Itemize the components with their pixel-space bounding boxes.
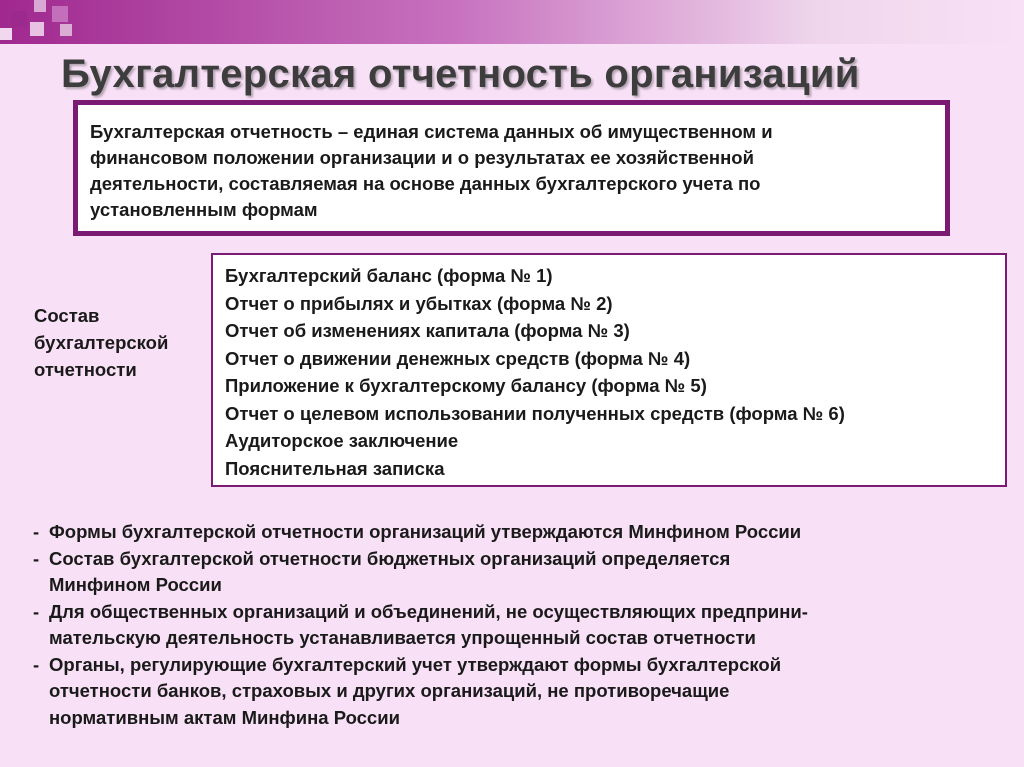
note-item xyxy=(33,652,1008,732)
definition-line: финансовом положении организации и о результатах ее хозяйственной xyxy=(90,147,754,168)
composition-item: Отчет о движении денежных средств (форма № 4) xyxy=(225,347,691,369)
definition-box xyxy=(73,100,950,236)
note-item xyxy=(33,599,1008,652)
composition-item: Бухгалтерский баланс (форма № 1) xyxy=(225,265,553,286)
decor-square-5 xyxy=(60,24,72,36)
definition-text xyxy=(78,105,945,231)
note-item xyxy=(33,546,1008,599)
notes-list xyxy=(33,519,1008,731)
note-item xyxy=(33,519,1008,546)
note-text-continuation: мательскую деятельность устанавливается упрощенный состав отчетности xyxy=(49,627,756,648)
note-dash: - xyxy=(33,600,40,622)
note-text-continuation: отчетности банков, страховых и других организаций, не противоречащие xyxy=(49,680,730,701)
note-text: Состав бухгалтерской отчетности бюджетных организаций определяется xyxy=(49,547,731,569)
note-text: Органы, регулирующие бухгалтерский учет утверждают формы бухгалтерской xyxy=(49,653,782,675)
note-dash: - xyxy=(33,547,40,569)
note-text-continuation: нормативным актам Минфина России xyxy=(49,706,400,728)
decor-square-1 xyxy=(11,11,27,27)
composition-label-line: Состав xyxy=(34,305,100,326)
decor-square-3 xyxy=(30,22,44,36)
composition-label-line: отчетности xyxy=(34,359,137,380)
note-text: Формы бухгалтерской отчетности организаций утверждаются Минфином России xyxy=(49,521,802,542)
decor-square-2 xyxy=(34,0,46,12)
composition-list xyxy=(211,253,1007,487)
composition-item: Отчет о прибылях и убытках (форма № 2) xyxy=(225,292,613,314)
composition-item: Пояснительная записка xyxy=(225,457,445,479)
note-dash: - xyxy=(33,653,40,675)
definition-line: установленным формам xyxy=(90,199,318,220)
note-dash: - xyxy=(33,521,40,542)
definition-line: Бухгалтерская отчетность – единая система данных об имущественном и xyxy=(90,121,773,142)
composition-label xyxy=(34,302,209,383)
note-text: Для общественных организаций и объединений, не осуществляющих предприни- xyxy=(49,600,808,622)
page-title: Бухгалтерская отчетность организаций xyxy=(61,52,860,96)
composition-label-line: бухгалтерской xyxy=(34,332,169,353)
decor-square-6 xyxy=(0,28,12,40)
composition-item: Аудиторское заключение xyxy=(225,430,459,451)
header-gradient-band xyxy=(0,0,1024,44)
composition-item: Отчет об изменениях капитала (форма № 3) xyxy=(225,320,630,341)
definition-line: деятельности, составляемая на основе данных бухгалтерского учета по xyxy=(90,173,761,194)
composition-item: Отчет о целевом использовании полученных средств (форма № 6) xyxy=(225,402,845,424)
decor-square-4 xyxy=(52,6,68,22)
composition-item: Приложение к бухгалтерскому балансу (форма № 5) xyxy=(225,375,707,396)
note-text-continuation: Минфином России xyxy=(49,574,222,595)
